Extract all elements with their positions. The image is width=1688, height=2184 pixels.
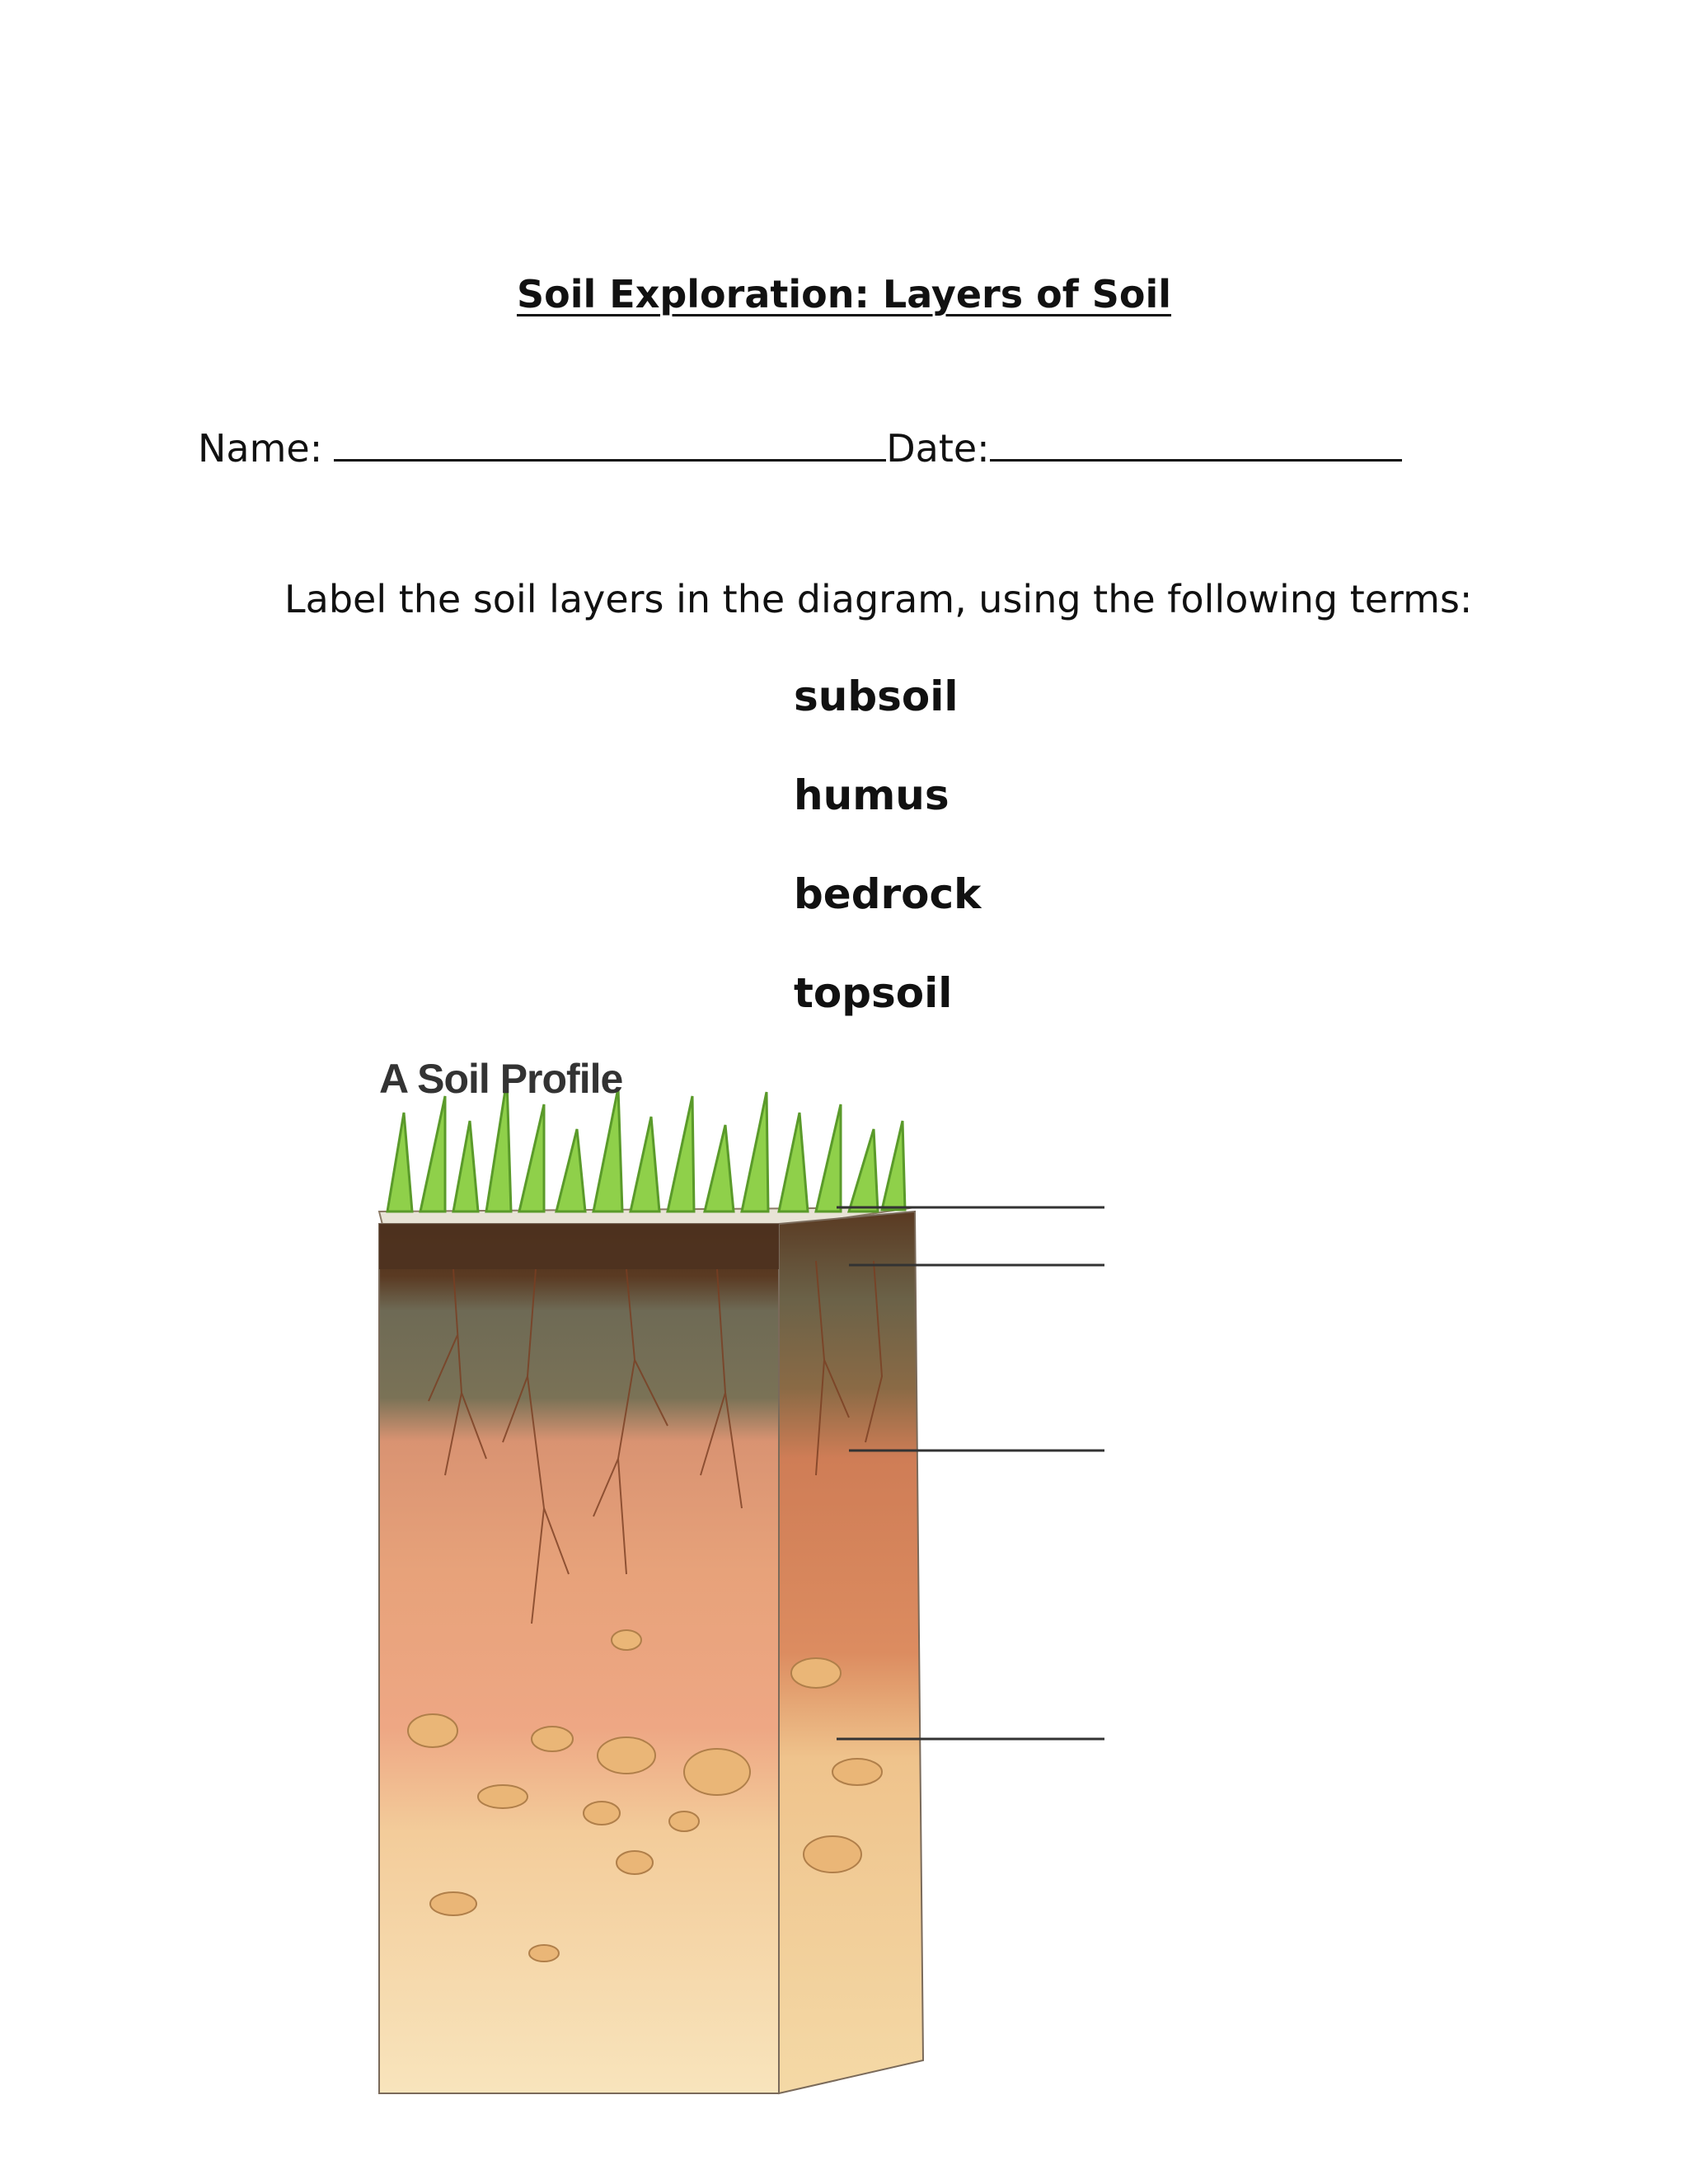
term-humus: humus [794, 771, 950, 819]
worksheet-title [0, 272, 1688, 316]
term-subsoil: subsoil [794, 673, 959, 720]
date-field[interactable] [990, 424, 1402, 462]
soil-front-face [379, 1224, 779, 2093]
term-bedrock: bedrock [794, 870, 982, 918]
term-topsoil: topsoil [794, 969, 953, 1017]
worksheet-title-text: Soil Exploration: Layers of Soil [516, 272, 1172, 316]
diagram-title: A Soil Profile [379, 1056, 623, 1102]
date-label: Date: [886, 426, 990, 471]
name-label: Name: [198, 426, 323, 471]
humus-band [379, 1224, 779, 1269]
term-list [794, 663, 981, 1059]
instructions: Label the soil layers in the diagram, using the following terms: [284, 577, 1473, 621]
name-field[interactable] [334, 424, 886, 462]
soil-side-face [779, 1212, 923, 2093]
name-date-row [198, 424, 1402, 471]
soil-profile-diagram [354, 1047, 1121, 2184]
